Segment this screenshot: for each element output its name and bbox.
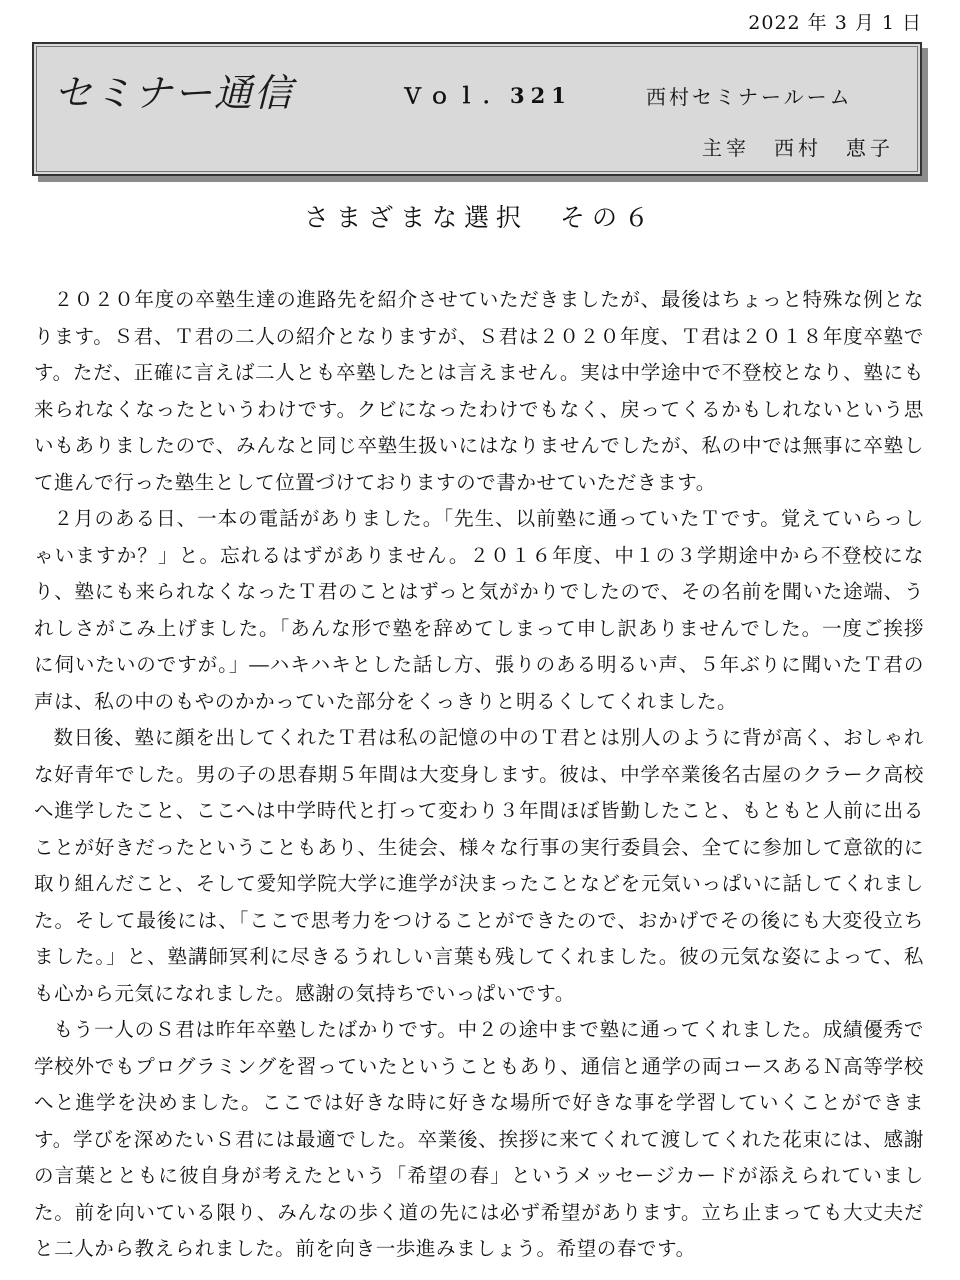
article-body [34,282,924,1268]
director-name: 主宰 西村 恵子 [702,136,894,160]
newsletter-title: セミナー通信 [54,71,295,115]
article-paragraph-3: 数日後、塾に顔を出してくれたＴ君は私の記憶の中のＴ君とは別人のように背が高く、おしゃれな好青年でした。男の子の思春期５年間は大変身します。彼は、中学卒業後名古屋のクラーク高校へ進学したこと、ここへは中学時代と打って変わり３年間ほぼ皆勤したこと、もともと人前に出ることが好きだったということもあり、生徒会、様々な行事の実行委員会、全てに参加して意欲的に取り組んだこと、そして愛知学院大学に進学が決まったことなどを元気いっぱいに話してくれました。そして最後には、「ここで思考力をつけることができたので、おかげでその後にも大変役立ちました。」と、塾講師冥利に尽きるうれしい言葉も残してくれました。彼の元気な姿によって、私も心から元気になれました。感謝の気持ちでいっぱいです。 [34,726,924,1005]
article-paragraph-2: ２月のある日、一本の電話がありました。「先生、以前塾に通っていたＴです。覚えていらっしゃいますか？」と。忘れるはずがありません。２０１６年度、中１の３学期途中から不登校になり、塾にも来られなくなったＴ君のことはずっと気がかりでしたので、その名前を聞いた途端、うれしさがこみ上げました。「あんな形で塾を辞めてしまって申し訳ありませんでした。一度ご挨拶に伺いたいのですが。」―ハキハキとした話し方、張りのある明るい声、５年ぶりに聞いたＴ君の声は、私の中のもやのかかっていた部分をくっきりと明るくしてくれました。 [34,507,924,713]
article-paragraph-4: もう一人のＳ君は昨年卒塾したばかりです。中２の途中まで塾に通ってくれました。成績優秀で学校外でもプログラミングを習っていたということもあり、通信と通学の両コースあるＮ高等学校へと進学を決めました。ここでは好きな時に好きな場所で好きな事を学習していくことができます。学びを深めたいＳ君には最適でした。卒業後、挨拶に来てくれて渡してくれた花束には、感謝の言葉とともに彼自身が考えたという「希望の春」というメッセージカードが添えられていました。前を向いている限り、みんなの歩く道の先には必ず希望があります。立ち止まっても大丈夫だと二人から教えられました。前を向き一歩進みましょう。希望の春です。 [34,1018,924,1260]
article-title: さまざまな選択 その６ [303,203,656,232]
newsletter-header [32,42,922,176]
organization-name: 西村セミナールーム [646,85,853,109]
volume-number: Ｖｏｌ．321 [402,83,572,108]
issue-date: 2022 年 3 月 1 日 [748,12,922,34]
article-paragraph-1: ２０２０年度の卒塾生達の進路先を紹介させていただきましたが、最後はちょっと特殊な例となります。Ｓ君、Ｔ君の二人の紹介となりますが、Ｓ君は２０２０年度、Ｔ君は２０１８年度卒塾です。ただ、正確に言えば二人とも卒塾したとは言えません。実は中学途中で不登校となり、塾にも来られなくなったというわけです。クビになったわけでもなく、戻ってくるかもしれないという思いもありましたので、みんなと同じ卒塾生扱いにはなりませんでしたが、私の中では無事に卒塾して進んで行った塾生として位置づけておりますので書かせていただきます。 [34,288,924,494]
